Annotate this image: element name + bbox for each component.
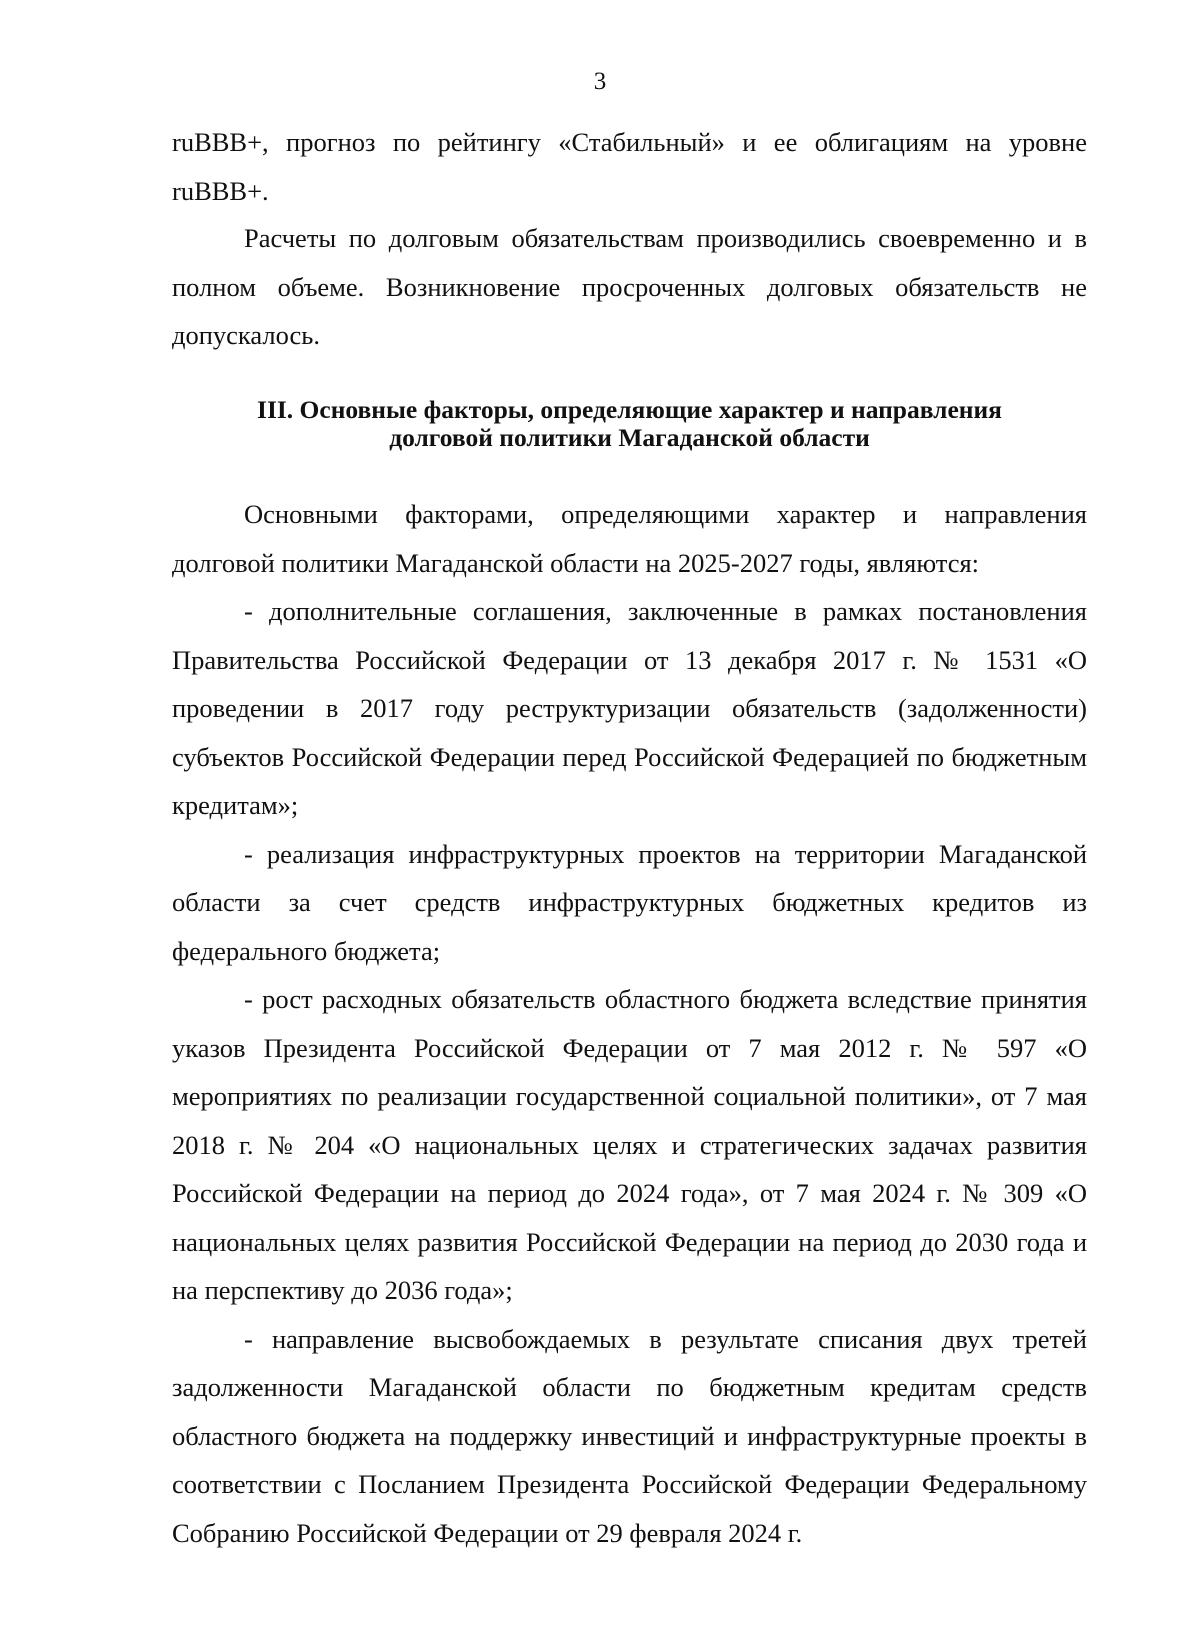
factor-item-infrastructure: - реализация инфраструктурных проектов на территории Магаданской области за счет средств инфраструктурных бюджетных кредитов из федерального бюджета; (172, 838, 1087, 966)
section-lead-paragraph: Основными факторами, определяющими характер и направления долговой политики Магаданской области на 2025-2027 годы, являются: (172, 499, 1087, 578)
section-heading-line-1: III. Основные факторы, определяющие характер и направления (257, 395, 1002, 424)
factor-item-agreements: - дополнительные соглашения, заключенные в рамках постановления Правительства Российской Федерации от 13 декабря 2017 г. № 1531 «О проведении в 2017 году реструктуризации обязательств (задолженности) субъектов Российской Федерации перед Российской Федерацией по бюджетным кредитам»; (172, 596, 1087, 820)
section-body (172, 490, 1087, 1557)
page-number: 3 (593, 68, 607, 95)
section-heading (172, 396, 1087, 452)
payments-paragraph: Расчеты по долговым обязательствам производились своевременно и в полном объеме. Возникновение просроченных долговых обязательств не допускалось. (172, 223, 1087, 350)
factor-item-debt-write-off: - направление высвобождаемых в результате списания двух третей задолженности Магаданской области по бюджетным кредитам средств областного бюджета на поддержку инвестиций и инфраструктурные проекты в соответствии с Посланием Президента Российской Федерации Федеральному Собранию Российской Федерации от 29 февраля 2024 г. (172, 1323, 1087, 1548)
rating-paragraph-block (172, 118, 1087, 215)
payments-paragraph-block (172, 214, 1087, 360)
rating-paragraph: ruBBB+, прогноз по рейтингу «Стабильный» и ее облигациям на уровне ruBBB+. (172, 127, 1087, 206)
factor-item-expenditure: - рост расходных обязательств областного бюджета вследствие принятия указов Президента Российской Федерации от 7 мая 2012 г. № 597 «О мероприятиях по реализации государственной социальной политики», от 7 мая 2018 г. № 204 «О национальных целях и стратегических задачах развития Российской Федерации на период до 2024 года», от 7 мая 2024 г. № 309 «О национальных целях развития Российской Федерации на период до 2030 года и на перспективу до 2036 года»; (172, 984, 1087, 1305)
section-heading-line-2: долговой политики Магаданской области (389, 423, 870, 452)
